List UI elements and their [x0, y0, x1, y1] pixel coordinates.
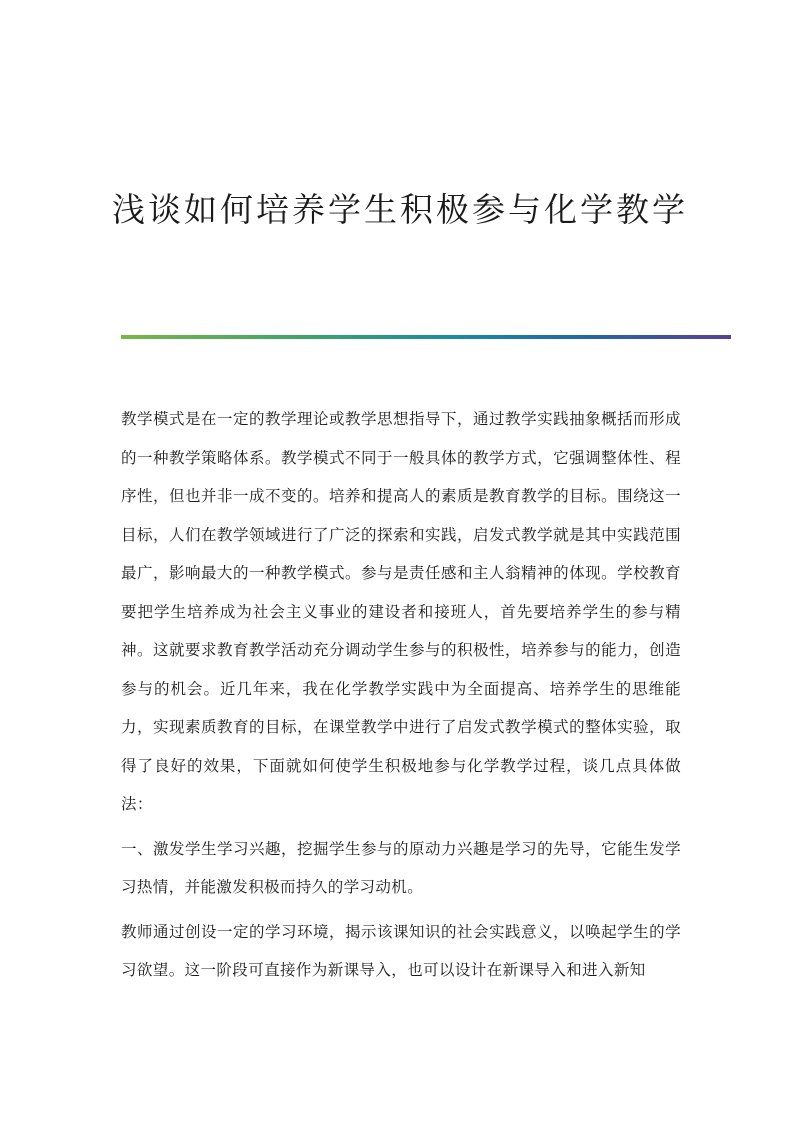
gradient-divider: [121, 335, 731, 339]
paragraph-section-one: 一、激发学生学习兴趣，挖掘学生参与的原动力兴趣是学习的先导，它能生发学习热情，并能激发积极而持久的学习动机。: [121, 839, 681, 896]
paragraph-teacher: 教师通过创设一定的学习环境，揭示该课知识的社会实践意义，以唤起学生的学习欲望。这一阶段可直接作为新课导入，也可以设计在新课导入和进入新知: [121, 922, 681, 979]
paragraph-intro: 教学模式是在一定的教学理论或教学思想指导下，通过教学实践抽象概括而形成的一种教学策略体系。教学模式不同于一般具体的教学方式，它强调整体性、程序性，但也并非一成不变的。培养和提高人的素质是教育教学的目标。围绕这一目标，人们在教学领域进行了广泛的探索和实践，启发式教学就是其中实践范围最广，影响最大的一种教学模式。参与是责任感和主人翁精神的体现。学校教育要把学生培养成为社会主义事业的建设者和接班人，首先要培养学生的参与精神。这就要求教育教学活动充分调动学生参与的积极性，培养参与的能力，创造参与的机会。近几年来，我在化学教学实践中为全面提高、培养学生的思维能力，实现素质教育的目标，在课堂教学中进行了启发式教学模式的整体实验，取得了良好的效果，下面就如何使学生积极地参与化学教学过程，谈几点具体做法：: [121, 410, 681, 813]
document-title: 浅谈如何培养学生积极参与化学教学: [112, 190, 688, 229]
document-body: [121, 400, 681, 990]
